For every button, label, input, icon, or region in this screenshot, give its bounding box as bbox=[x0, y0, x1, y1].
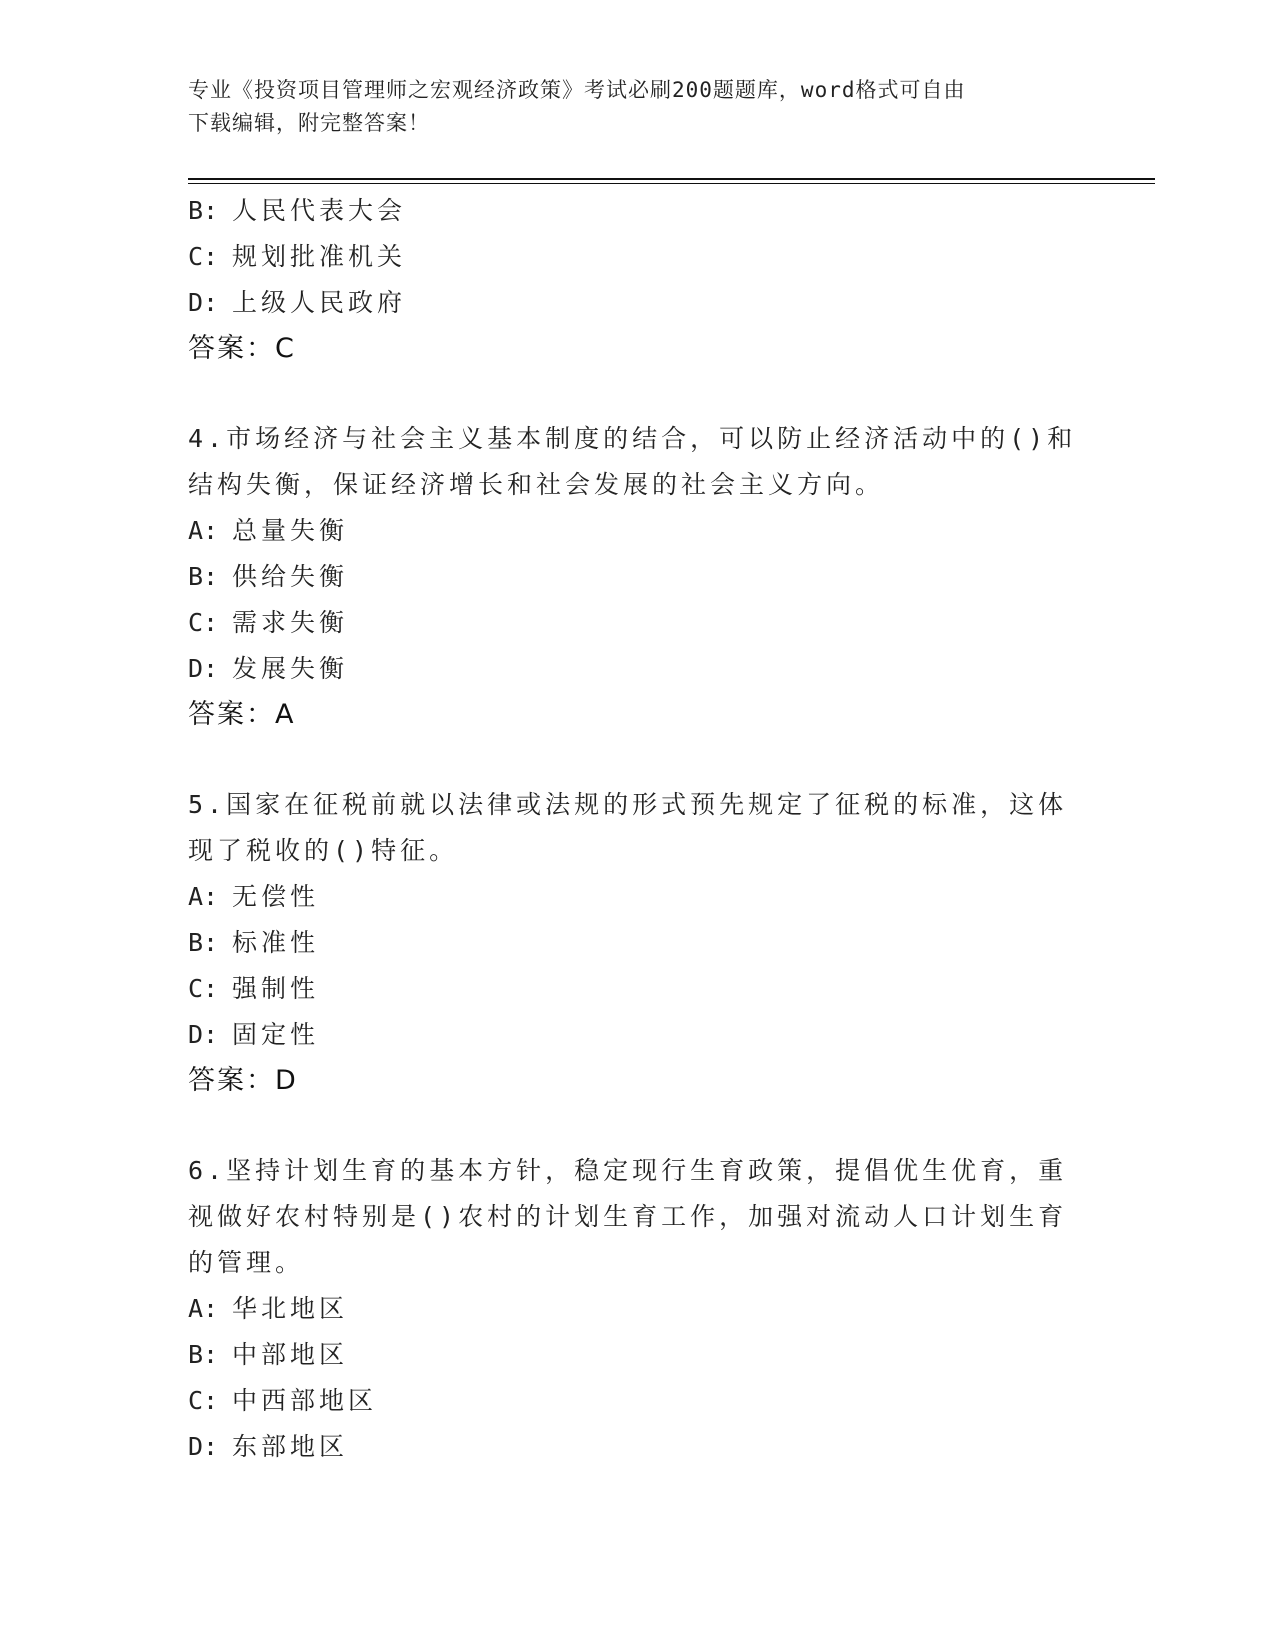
option-letter: D: bbox=[188, 1432, 219, 1461]
option-text: 强制性 bbox=[232, 974, 320, 1003]
question-3-continued bbox=[188, 188, 1068, 372]
option-a bbox=[188, 508, 1068, 554]
option-d bbox=[188, 1424, 1068, 1470]
option-d bbox=[188, 1012, 1068, 1058]
option-b bbox=[188, 1332, 1068, 1378]
option-letter: B: bbox=[188, 1340, 219, 1369]
question-6 bbox=[188, 1148, 1068, 1470]
option-letter: C: bbox=[188, 608, 219, 637]
option-letter: A: bbox=[188, 1294, 219, 1323]
option-text: 无偿性 bbox=[232, 882, 320, 911]
option-text: 中西部地区 bbox=[232, 1386, 378, 1415]
header-rule-thin bbox=[188, 183, 1155, 184]
question-text-line: 6.坚持计划生育的基本方针，稳定现行生育政策，提倡优生优育，重 bbox=[188, 1156, 1068, 1185]
document-body bbox=[188, 188, 1077, 1470]
option-text: 华北地区 bbox=[232, 1294, 349, 1323]
option-letter: A: bbox=[188, 516, 219, 545]
option-c bbox=[188, 966, 1068, 1012]
answer-line: 答案：D bbox=[188, 1065, 298, 1096]
option-letter: C: bbox=[188, 1386, 219, 1415]
option-letter: C: bbox=[188, 974, 219, 1003]
option-c bbox=[188, 1378, 1068, 1424]
header-rule-thick bbox=[188, 178, 1155, 180]
option-text: 中部地区 bbox=[232, 1340, 349, 1369]
option-letter: B: bbox=[188, 928, 219, 957]
option-letter: D: bbox=[188, 288, 219, 317]
question-5 bbox=[188, 782, 1068, 1104]
option-d bbox=[188, 280, 1068, 326]
option-letter: D: bbox=[188, 1020, 219, 1049]
question-text-line: 的管理。 bbox=[188, 1248, 305, 1277]
option-text: 人民代表大会 bbox=[232, 196, 407, 225]
option-text: 需求失衡 bbox=[232, 608, 349, 637]
option-text: 上级人民政府 bbox=[232, 288, 407, 317]
option-text: 东部地区 bbox=[232, 1432, 349, 1461]
option-text: 标准性 bbox=[232, 928, 320, 957]
question-text-line: 视做好农村特别是()农村的计划生育工作，加强对流动人口计划生育 bbox=[188, 1202, 1068, 1231]
option-b bbox=[188, 554, 1068, 600]
option-d bbox=[188, 646, 1068, 692]
option-c bbox=[188, 600, 1068, 646]
answer-line: 答案：C bbox=[188, 333, 296, 364]
option-letter: B: bbox=[188, 196, 219, 225]
option-text: 总量失衡 bbox=[232, 516, 349, 545]
option-letter: D: bbox=[188, 654, 219, 683]
option-text: 供给失衡 bbox=[232, 562, 349, 591]
option-text: 发展失衡 bbox=[232, 654, 349, 683]
option-text: 固定性 bbox=[232, 1020, 320, 1049]
option-b bbox=[188, 188, 1068, 234]
answer-line: 答案：A bbox=[188, 699, 296, 730]
document-header bbox=[188, 74, 1068, 140]
question-4 bbox=[188, 416, 1077, 738]
header-line-2: 下载编辑，附完整答案！ bbox=[188, 111, 430, 135]
option-text: 规划批准机关 bbox=[232, 242, 407, 271]
option-letter: C: bbox=[188, 242, 219, 271]
header-line-1: 专业《投资项目管理师之宏观经济政策》考试必刷200题题库，word格式可自由 bbox=[188, 78, 966, 102]
question-text-line: 5.国家在征税前就以法律或法规的形式预先规定了征税的标准，这体 bbox=[188, 790, 1068, 819]
option-b bbox=[188, 920, 1068, 966]
option-c bbox=[188, 234, 1068, 280]
option-a bbox=[188, 1286, 1068, 1332]
option-letter: B: bbox=[188, 562, 219, 591]
option-letter: A: bbox=[188, 882, 219, 911]
option-a bbox=[188, 874, 1068, 920]
question-text-line: 4.市场经济与社会主义基本制度的结合，可以防止经济活动中的()和 bbox=[188, 424, 1077, 453]
question-text-line: 结构失衡，保证经济增长和社会发展的社会主义方向。 bbox=[188, 470, 885, 499]
question-text-line: 现了税收的()特征。 bbox=[188, 836, 459, 865]
